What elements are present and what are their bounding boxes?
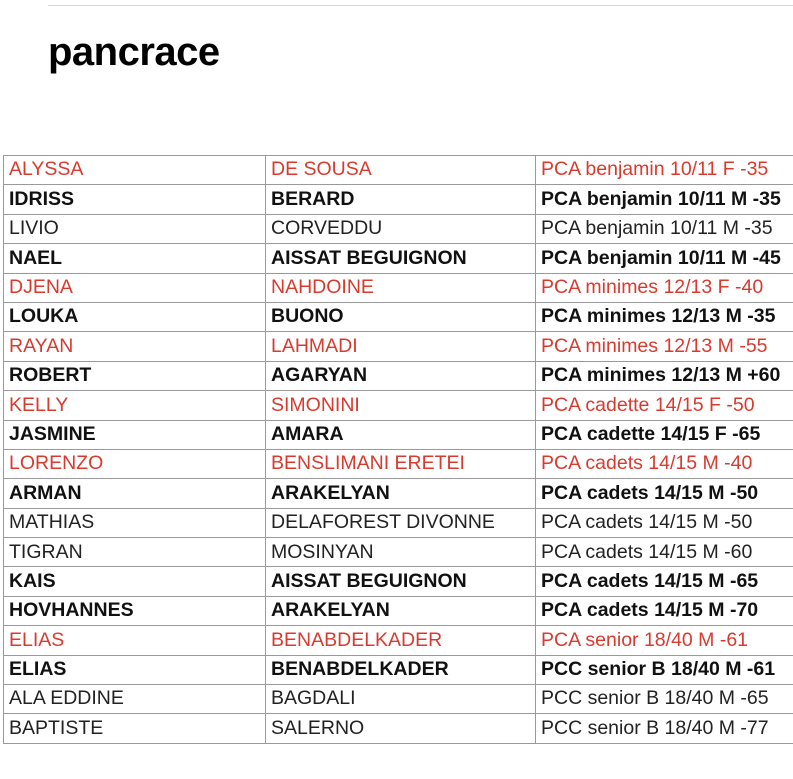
category-label: PCA cadets 14/15 M -40 bbox=[541, 452, 753, 475]
last-name-cell[interactable]: NAHDOINE bbox=[266, 273, 536, 302]
first-name-cell[interactable]: ARMAN bbox=[4, 479, 266, 508]
table-row bbox=[4, 214, 793, 243]
first-name-cell[interactable]: NAEL bbox=[4, 244, 266, 273]
table-row bbox=[4, 185, 793, 214]
last-name-cell[interactable]: ARAKELYAN bbox=[266, 596, 536, 625]
category-label: PCA senior 18/40 M -61 bbox=[541, 628, 749, 651]
last-name-cell[interactable]: CORVEDDU bbox=[266, 214, 536, 243]
first-name-cell[interactable]: BAPTISTE bbox=[4, 714, 266, 743]
first-name-cell[interactable]: LORENZO bbox=[4, 449, 266, 478]
first-name-cell[interactable]: TIGRAN bbox=[4, 538, 266, 567]
first-name-cell[interactable]: ALA EDDINE bbox=[4, 685, 266, 714]
category-label: PCA cadets 14/15 M -70 bbox=[541, 599, 759, 622]
first-name-cell[interactable]: JASMINE bbox=[4, 420, 266, 449]
table-row bbox=[4, 508, 793, 537]
category-label: PCA minimes 12/13 M +60 bbox=[541, 364, 781, 387]
table-row bbox=[4, 655, 793, 684]
category-label: PCA cadets 14/15 M -60 bbox=[541, 540, 753, 563]
category-cell[interactable] bbox=[536, 655, 793, 684]
first-name-cell[interactable]: RAYAN bbox=[4, 332, 266, 361]
category-label: PCA minimes 12/13 F -40 bbox=[541, 276, 764, 298]
category-label: PCC senior B 18/40 M -61 bbox=[541, 658, 776, 681]
table-row bbox=[4, 332, 793, 361]
first-name-cell[interactable]: ELIAS bbox=[4, 626, 266, 655]
table-row bbox=[4, 449, 793, 478]
category-cell[interactable] bbox=[536, 332, 793, 361]
table-row bbox=[4, 273, 793, 302]
first-name-cell[interactable]: ALYSSA bbox=[4, 156, 266, 185]
category-label: PCC senior B 18/40 M -65 bbox=[541, 687, 769, 710]
page-title: pancrace bbox=[48, 30, 220, 74]
last-name-cell[interactable]: BUONO bbox=[266, 302, 536, 331]
category-cell[interactable] bbox=[536, 714, 793, 743]
category-cell[interactable] bbox=[536, 567, 793, 596]
top-divider bbox=[48, 5, 793, 6]
first-name-cell[interactable]: LIVIO bbox=[4, 214, 266, 243]
category-label: PCA minimes 12/13 M -55 bbox=[541, 334, 768, 357]
category-label: PCC senior B 18/40 M -77 bbox=[541, 716, 769, 739]
category-label: PCA minimes 12/13 M -35 bbox=[541, 305, 776, 328]
category-cell[interactable] bbox=[536, 479, 793, 508]
category-label: PCA benjamin 10/11 F -35 bbox=[541, 158, 769, 181]
table-row bbox=[4, 479, 793, 508]
last-name-cell[interactable]: AMARA bbox=[266, 420, 536, 449]
last-name-cell[interactable]: AISSAT BEGUIGNON bbox=[266, 244, 536, 273]
category-label: PCA cadets 14/15 M -50 bbox=[541, 511, 753, 534]
category-label: PCA cadets 14/15 M -50 bbox=[541, 481, 759, 504]
first-name-cell[interactable]: ELIAS bbox=[4, 655, 266, 684]
table-row bbox=[4, 714, 793, 743]
last-name-cell[interactable]: BERARD bbox=[266, 185, 536, 214]
table-row bbox=[4, 685, 793, 714]
last-name-cell[interactable]: AISSAT BEGUIGNON bbox=[266, 567, 536, 596]
roster-table-container bbox=[0, 155, 793, 767]
first-name-cell[interactable]: KAIS bbox=[4, 567, 266, 596]
table-row bbox=[4, 626, 793, 655]
category-cell[interactable] bbox=[536, 449, 793, 478]
table-row bbox=[4, 361, 793, 390]
category-cell[interactable] bbox=[536, 508, 793, 537]
first-name-cell[interactable]: LOUKA bbox=[4, 302, 266, 331]
first-name-cell[interactable]: ROBERT bbox=[4, 361, 266, 390]
category-cell[interactable] bbox=[536, 361, 793, 390]
category-cell[interactable] bbox=[536, 244, 793, 273]
last-name-cell[interactable]: DELAFOREST DIVONNE bbox=[266, 508, 536, 537]
roster-table-body bbox=[4, 156, 793, 744]
first-name-cell[interactable]: IDRISS bbox=[4, 185, 266, 214]
category-cell[interactable] bbox=[536, 538, 793, 567]
last-name-cell[interactable]: BENSLIMANI ERETEI bbox=[266, 449, 536, 478]
last-name-cell[interactable]: ARAKELYAN bbox=[266, 479, 536, 508]
category-label: PCA cadette 14/15 F -50 bbox=[541, 393, 755, 416]
category-cell[interactable] bbox=[536, 273, 793, 302]
category-label: PCA benjamin 10/11 M -45 bbox=[541, 246, 781, 269]
category-label: PCA cadette 14/15 F -65 bbox=[541, 422, 761, 445]
last-name-cell[interactable]: MOSINYAN bbox=[266, 538, 536, 567]
category-label: PCA cadets 14/15 M -65 bbox=[541, 569, 759, 592]
category-cell[interactable] bbox=[536, 626, 793, 655]
category-cell[interactable] bbox=[536, 420, 793, 449]
last-name-cell[interactable]: SIMONINI bbox=[266, 391, 536, 420]
category-label: PCA benjamin 10/11 M -35 bbox=[541, 217, 773, 240]
first-name-cell[interactable]: HOVHANNES bbox=[4, 596, 266, 625]
first-name-cell[interactable]: MATHIAS bbox=[4, 508, 266, 537]
last-name-cell[interactable]: BENABDELKADER bbox=[266, 655, 536, 684]
first-name-cell[interactable]: DJENA bbox=[4, 273, 266, 302]
category-cell[interactable] bbox=[536, 302, 793, 331]
category-cell[interactable] bbox=[536, 596, 793, 625]
last-name-cell[interactable]: LAHMADI bbox=[266, 332, 536, 361]
roster-table bbox=[3, 155, 793, 744]
last-name-cell[interactable]: BAGDALI bbox=[266, 685, 536, 714]
table-row bbox=[4, 567, 793, 596]
table-row bbox=[4, 420, 793, 449]
table-row bbox=[4, 302, 793, 331]
table-row bbox=[4, 596, 793, 625]
category-cell[interactable] bbox=[536, 185, 793, 214]
category-cell[interactable] bbox=[536, 156, 793, 185]
category-cell[interactable] bbox=[536, 214, 793, 243]
first-name-cell[interactable]: KELLY bbox=[4, 391, 266, 420]
category-cell[interactable] bbox=[536, 391, 793, 420]
table-row bbox=[4, 391, 793, 420]
table-row bbox=[4, 156, 793, 185]
last-name-cell[interactable]: SALERNO bbox=[266, 714, 536, 743]
last-name-cell[interactable]: AGARYAN bbox=[266, 361, 536, 390]
table-row bbox=[4, 538, 793, 567]
table-row bbox=[4, 244, 793, 273]
last-name-cell[interactable]: BENABDELKADER bbox=[266, 626, 536, 655]
last-name-cell[interactable]: DE SOUSA bbox=[266, 156, 536, 185]
category-cell[interactable] bbox=[536, 685, 793, 714]
category-label: PCA benjamin 10/11 M -35 bbox=[541, 187, 781, 210]
